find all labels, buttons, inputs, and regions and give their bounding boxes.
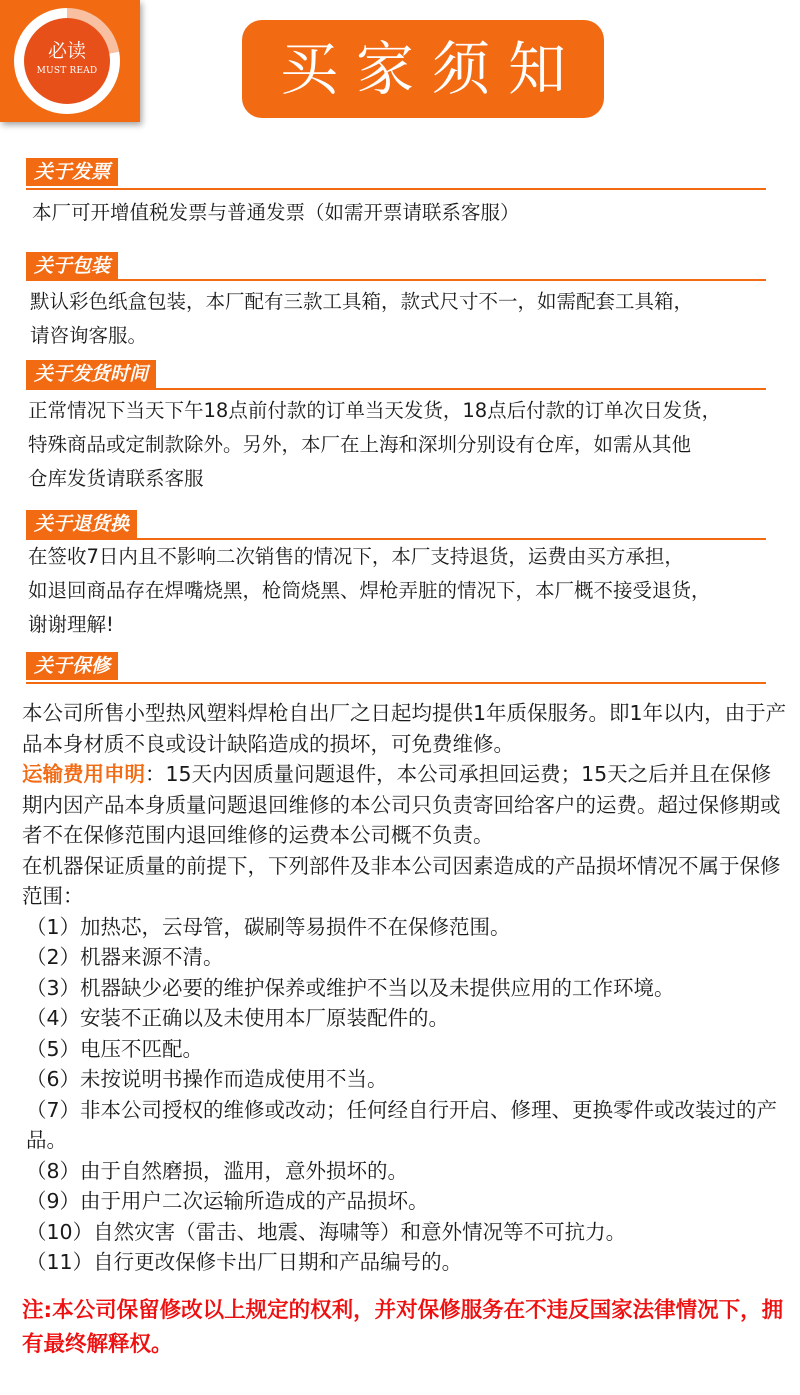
warranty-exclusion-item: （6）未按说明书操作而造成使用不当。 xyxy=(26,1067,388,1091)
badge-circle xyxy=(24,18,110,104)
warranty-exclusion-item: （10）自然灾害（雷击、地震、海啸等）和意外情况等不可抗力。 xyxy=(26,1219,627,1244)
section-text: 本厂可开增值税发票与普通发票（如需开票请联系客服） xyxy=(32,201,520,224)
badge-cn-text: 必读 xyxy=(47,40,86,62)
warranty-exclusion-item: （4）安装不正确以及未使用本厂原装配件的。 xyxy=(26,1006,450,1030)
section-divider xyxy=(26,279,766,281)
section-label: 关于包装 xyxy=(26,252,118,280)
warranty-text xyxy=(22,698,787,1278)
section-divider xyxy=(26,388,766,390)
warranty-intro: 本公司所售小型热风塑料焊枪自出厂之日起均提供1年质保服务。即1年以内，由于产品本身材质不良或设计缺陷造成的损坏，可免费维修。 xyxy=(22,701,787,756)
section-label: 关于发票 xyxy=(26,158,118,186)
warranty-exclusion-item: （11）自行更改保修卡出厂日期和产品编号的。 xyxy=(26,1250,463,1274)
warranty-content xyxy=(0,688,800,1278)
page-title: 买家须知 xyxy=(242,20,604,118)
section-text: 正常情况下当天下午18点前付款的订单当天发货，18点后付款的订单次日发货， 特殊商品或定制款除外。另外，本厂在上海和深圳分别设有仓库，如需从其他 仓库发货请联系客服 xyxy=(28,399,722,490)
section-divider xyxy=(26,682,766,684)
warranty-scope: 在机器保证质量的前提下，下列部件及非本公司因素造成的产品损坏情况不属于保修范围： xyxy=(22,853,781,908)
section-label: 关于退货换 xyxy=(26,510,137,538)
shipping-cost-label: 运输费用申明 xyxy=(22,762,145,786)
warranty-exclusion-item: （1）加热芯，云母管，碳刷等易损件不在保修范围。 xyxy=(26,914,511,939)
section-text: 默认彩色纸盒包装，本厂配有三款工具箱，款式尺寸不一，如需配套工具箱， 请咨询客服。 xyxy=(30,290,694,347)
section-text: 在签收7日内且不影响二次销售的情况下，本厂支持退货，运费由买方承担， 如退回商品存在焊嘴烧黑，枪筒烧黑、焊枪弄脏的情况下，本厂概不接受退货， 谢谢理解! xyxy=(28,545,711,636)
warranty-exclusion-item: （3）机器缺少必要的维护保养或维护不当以及未提供应用的工作环境。 xyxy=(26,975,675,1000)
warranty-exclusion-item: （9）由于用户二次运输所造成的产品损坏。 xyxy=(26,1189,429,1213)
warranty-exclusion-item: （8）由于自然磨损，滥用，意外损坏的。 xyxy=(26,1158,409,1183)
warranty-exclusion-item: （5）电压不匹配。 xyxy=(26,1036,204,1061)
badge-en-text: MUST READ xyxy=(36,66,98,76)
must-read-badge xyxy=(0,0,140,122)
warranty-exclusion-item: （7）非本公司授权的维修或改动；任何经自行开启、修理、更换零件或改装过的产品。 xyxy=(26,1097,778,1152)
section-label: 关于发货时间 xyxy=(26,360,156,388)
section-label: 关于保修 xyxy=(26,652,118,680)
legal-note: 注:本公司保留修改以上规定的权利，并对保修服务在不违反国家法律情况下，拥有最终解释权。 xyxy=(22,1298,784,1357)
badge-ring xyxy=(14,8,120,114)
shipping-cost-text: ：15天内因质量问题退件，本公司承担回运费；15天之后并且在保修期内因产品本身质量问题退回维修的本公司只负责寄回给客户的运费。超过保修期或者不在保修范围内退回维修的运费本公司概不负责。 xyxy=(22,762,781,847)
section-divider xyxy=(26,188,766,190)
warranty-exclusion-item: （2）机器来源不清。 xyxy=(26,945,224,969)
